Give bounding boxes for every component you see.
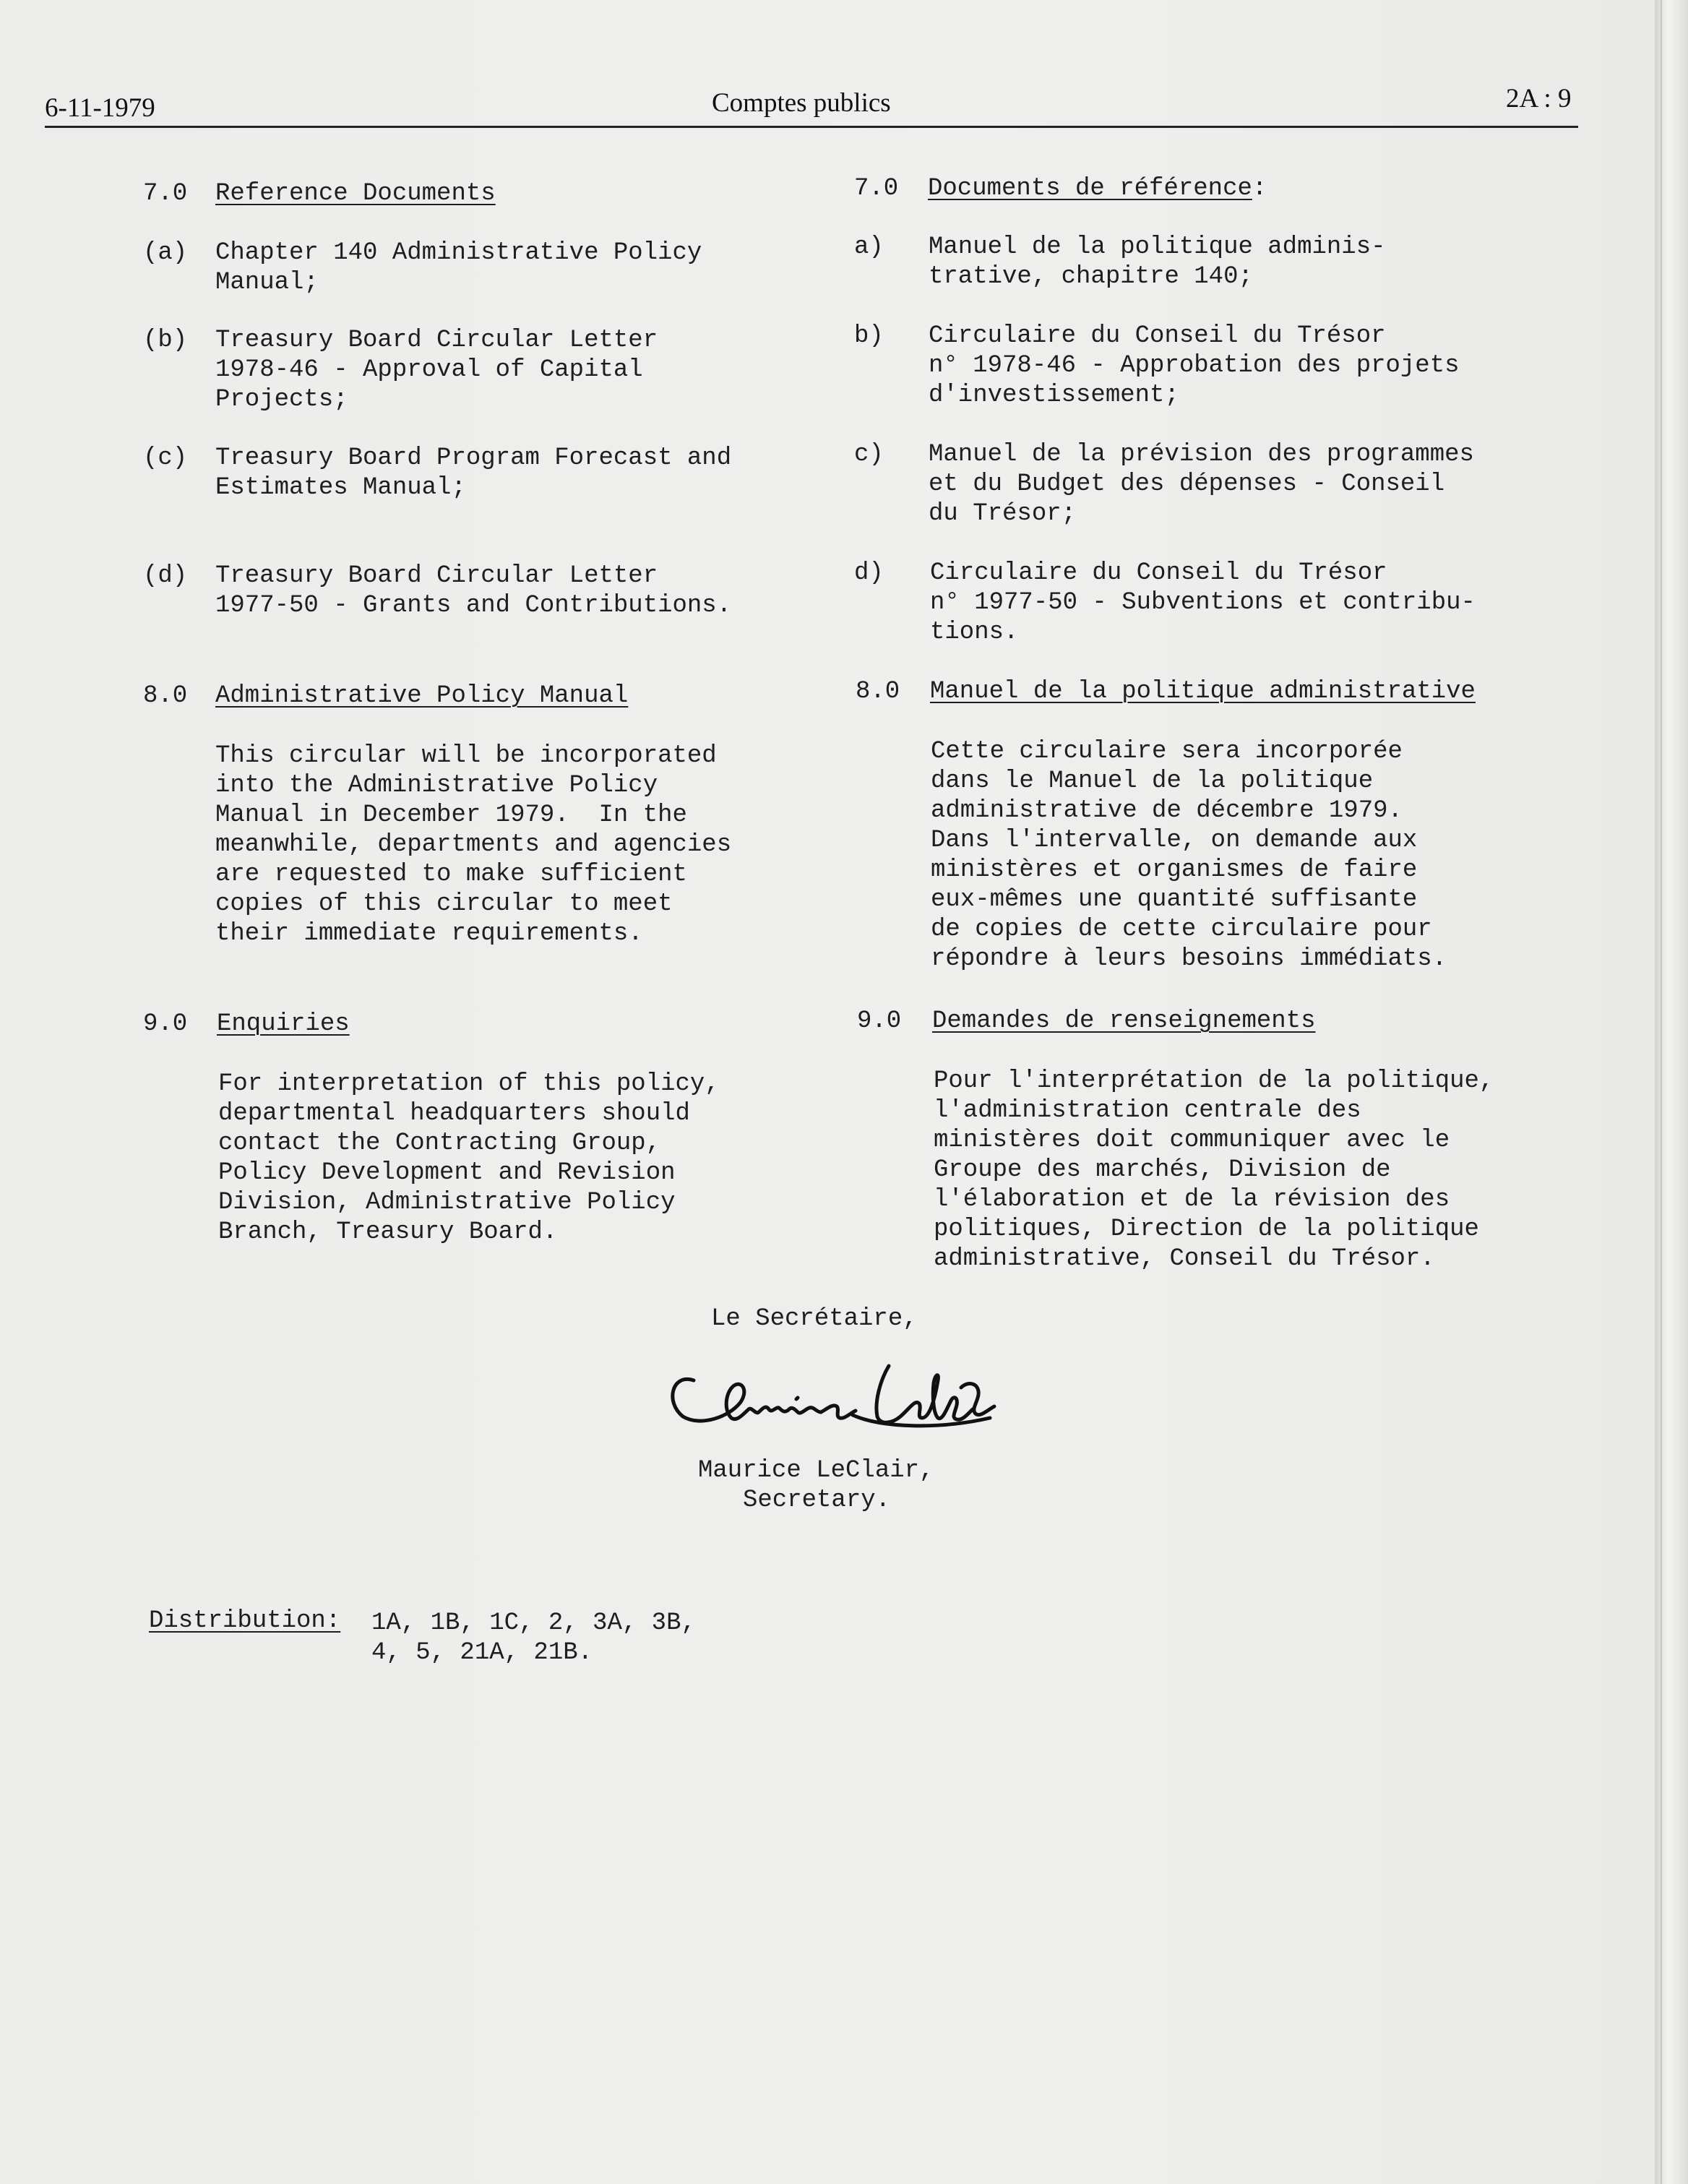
fr-s9-line: Groupe des marchés, Division de: [934, 1156, 1391, 1184]
header-title: Comptes publics: [712, 88, 891, 118]
fr-s8-line: Cette circulaire sera incorporée: [931, 738, 1403, 765]
en-s7-item-c-line: Estimates Manual;: [215, 474, 466, 502]
fr-s8-number: 8.0: [856, 678, 900, 705]
fr-s9-heading: Demandes de renseignements: [932, 1007, 1316, 1035]
fr-s7-item-c-line: Manuel de la prévision des programmes: [929, 441, 1474, 468]
fr-s8-line: dans le Manuel de la politique: [931, 768, 1374, 795]
signature-title-fr: Le Secrétaire,: [711, 1305, 918, 1333]
fr-s7-item-b-line: n° 1978-46 - Approbation des projets: [929, 352, 1460, 379]
en-s8-line: This circular will be incorporated: [215, 742, 717, 770]
en-s9-heading: Enquiries: [217, 1010, 350, 1038]
en-s7-item-a-line: Chapter 140 Administrative Policy: [215, 239, 702, 267]
en-s9-line: contact the Contracting Group,: [218, 1130, 661, 1157]
fr-s7-item-c-line: du Trésor;: [929, 500, 1077, 528]
fr-s9-line: ministères doit communiquer avec le: [934, 1127, 1450, 1154]
fr-s7-item-c-line: et du Budget des dépenses - Conseil: [929, 470, 1445, 498]
en-s7-item-c-label: (c): [143, 444, 188, 472]
fr-s7-heading: Documents de référence: [928, 175, 1252, 202]
en-s9-number: 9.0: [143, 1010, 188, 1038]
fr-s9-number: 9.0: [857, 1007, 902, 1035]
fr-s7-item-d-line: tions.: [930, 619, 1019, 646]
en-s9-line: departmental headquarters should: [218, 1100, 690, 1127]
en-s7-item-c-line: Treasury Board Program Forecast and: [215, 444, 732, 472]
en-s8-heading: Administrative Policy Manual: [215, 682, 629, 710]
en-s8-line: their immediate requirements.: [215, 920, 643, 947]
fr-s8-line: Dans l'intervalle, on demande aux: [931, 827, 1418, 854]
fr-s7-item-c-label: c): [854, 441, 884, 468]
fr-s7-heading-colon: :: [1252, 175, 1267, 202]
handwritten-signature: [650, 1337, 1012, 1445]
header-date: 6-11-1979: [45, 93, 155, 123]
fr-s9-line: administrative, Conseil du Trésor.: [934, 1245, 1435, 1273]
fr-s7-item-a-line: Manuel de la politique adminis-: [929, 233, 1386, 261]
signatory-name: Maurice LeClair,: [698, 1457, 934, 1484]
fr-s7-item-d-label: d): [854, 559, 884, 587]
fr-s7-item-d-line: Circulaire du Conseil du Trésor: [930, 559, 1387, 587]
en-s7-item-b-label: (b): [143, 327, 188, 354]
en-s7-number: 7.0: [143, 180, 188, 207]
fr-s8-line: ministères et organismes de faire: [931, 856, 1418, 884]
fr-s8-line: administrative de décembre 1979.: [931, 797, 1403, 825]
fr-s8-heading: Manuel de la politique administrative: [930, 678, 1476, 705]
fr-s7-item-b-line: d'investissement;: [929, 382, 1179, 409]
fr-s9-line: politiques, Direction de la politique: [934, 1216, 1479, 1243]
fr-s7-item-d-line: n° 1977-50 - Subventions et contribu-: [930, 589, 1476, 616]
fr-s9-line: Pour l'interprétation de la politique,: [934, 1067, 1494, 1095]
en-s7-item-b-line: Treasury Board Circular Letter: [215, 327, 658, 354]
distribution-label: Distribution:: [149, 1607, 341, 1635]
en-s9-line: Division, Administrative Policy: [218, 1189, 676, 1216]
fr-s9-line: l'administration centrale des: [934, 1097, 1361, 1125]
en-s7-item-b-line: Projects;: [215, 386, 348, 413]
distribution-line: 4, 5, 21A, 21B.: [371, 1639, 593, 1667]
fr-s7-item-a-line: trative, chapitre 140;: [929, 263, 1253, 291]
fr-s8-line: eux-mêmes une quantité suffisante: [931, 886, 1418, 913]
en-s7-item-d-line: Treasury Board Circular Letter: [215, 562, 658, 590]
en-s8-line: into the Administrative Policy: [215, 772, 658, 799]
en-s9-line: Branch, Treasury Board.: [218, 1218, 558, 1246]
en-s7-item-d-label: (d): [143, 562, 188, 590]
fr-s7-number: 7.0: [854, 175, 899, 202]
fr-s9-line: l'élaboration et de la révision des: [934, 1186, 1450, 1213]
en-s7-item-b-line: 1978-46 - Approval of Capital: [215, 356, 643, 384]
fr-s8-line: répondre à leurs besoins immédiats.: [931, 945, 1447, 973]
en-s8-line: Manual in December 1979. In the: [215, 801, 687, 829]
header-page-number: 2A : 9: [1506, 84, 1572, 113]
fr-s7-heading-wrap: [928, 174, 1267, 204]
fr-s8-line: de copies de cette circulaire pour: [931, 916, 1432, 943]
fr-s7-item-a-label: a): [854, 233, 884, 261]
en-s9-line: For interpretation of this policy,: [218, 1070, 720, 1098]
en-s9-line: Policy Development and Revision: [218, 1159, 676, 1187]
en-s8-number: 8.0: [143, 682, 188, 710]
en-s7-heading: Reference Documents: [215, 180, 496, 207]
page-edge-shadow: [1655, 0, 1688, 2184]
fr-s7-item-b-label: b): [854, 322, 884, 350]
en-s8-line: meanwhile, departments and agencies: [215, 831, 732, 859]
signatory-title-en: Secretary.: [743, 1487, 891, 1514]
distribution-line: 1A, 1B, 1C, 2, 3A, 3B,: [371, 1609, 696, 1637]
fr-s7-item-b-line: Circulaire du Conseil du Trésor: [929, 322, 1386, 350]
en-s7-item-d-line: 1977-50 - Grants and Contributions.: [215, 592, 732, 619]
en-s7-item-a-line: Manual;: [215, 269, 319, 296]
en-s8-line: copies of this circular to meet: [215, 890, 673, 918]
header-rule: [45, 126, 1578, 128]
en-s7-item-a-label: (a): [143, 239, 188, 267]
en-s8-line: are requested to make sufficient: [215, 861, 687, 888]
